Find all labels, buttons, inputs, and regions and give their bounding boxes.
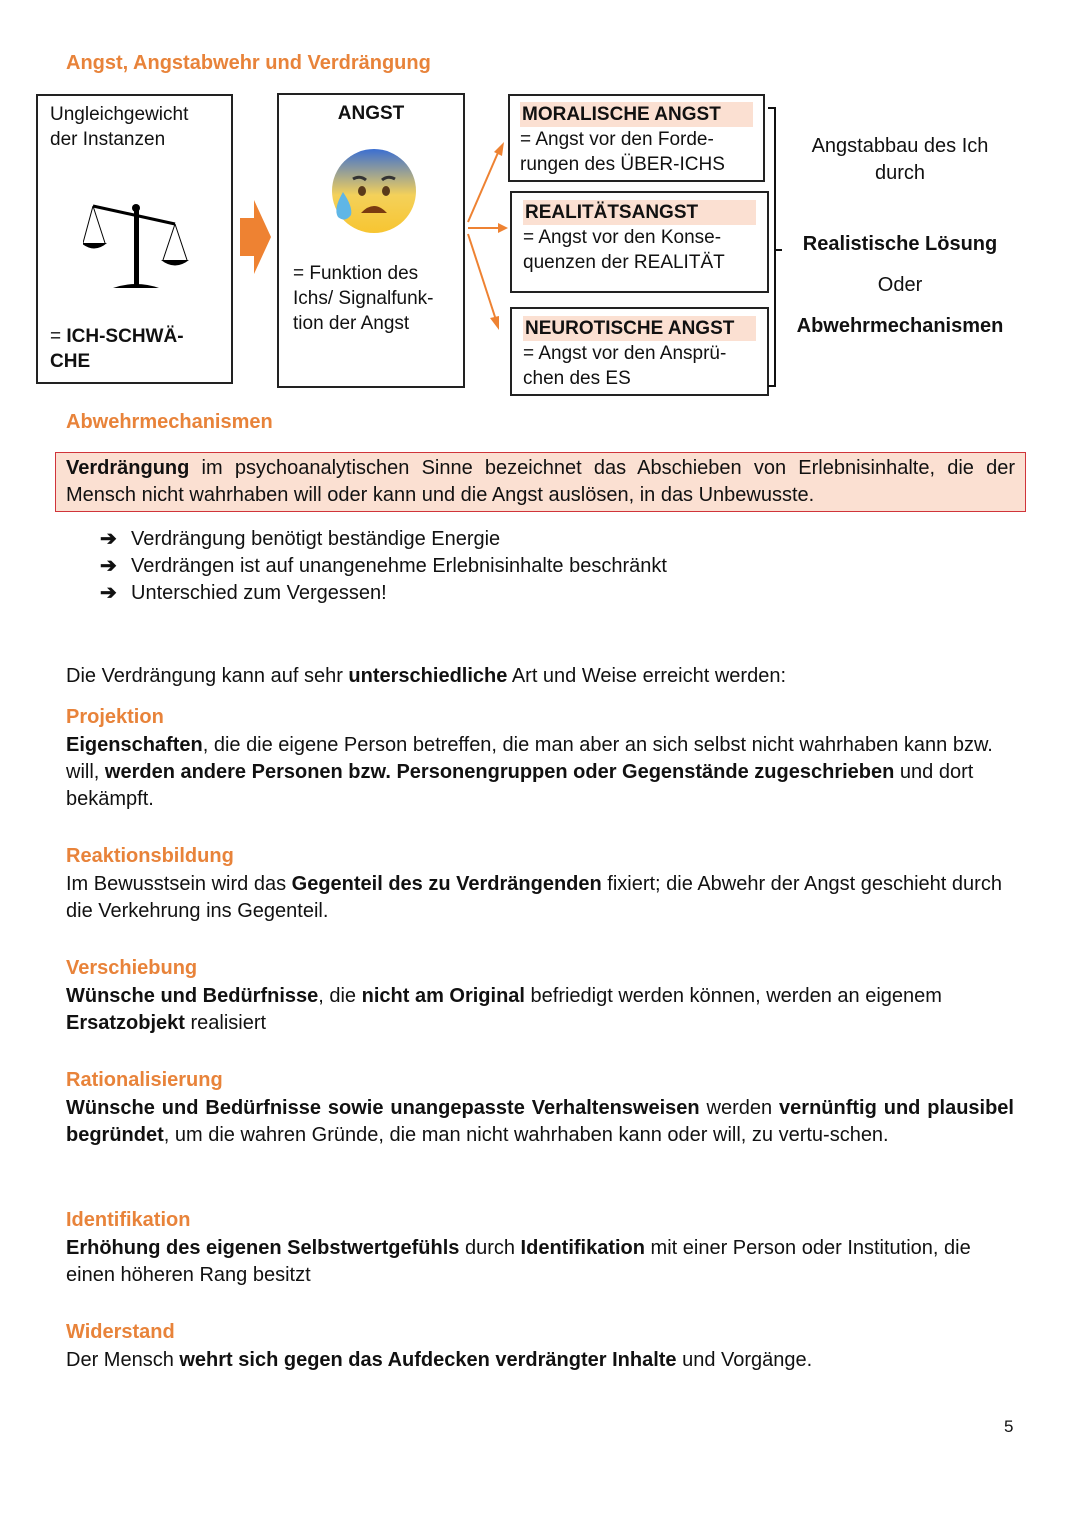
box-moralische-angst: [508, 94, 765, 182]
section-heading: Abwehrmechanismen: [66, 411, 273, 433]
text-bold: Wünsche und Bedürfnisse sowie unangepasste Verhaltensweisen: [66, 1097, 700, 1119]
text: Im Bewusstsein wird das: [66, 873, 292, 895]
heading-rationalisierung: Rationalisierung: [66, 1069, 223, 1091]
bracket: [766, 106, 786, 396]
page-number: 5: [1004, 1417, 1014, 1436]
bullet-item: [100, 580, 387, 607]
bullet-text: Verdrängen ist auf unangenehme Erlebnisinhalte beschränkt: [131, 555, 667, 577]
paragraph-projektion: [66, 732, 1014, 813]
paragraph-reaktionsbildung: [66, 871, 1014, 925]
text: , um die wahren Gründe, die man nicht wahrhaben kann oder will, zu vertu-schen.: [163, 1124, 889, 1146]
box-neurotische-angst: [510, 307, 769, 396]
scales-icon: [83, 198, 193, 305]
result-or: Oder: [877, 274, 923, 296]
definition-box: [55, 452, 1026, 512]
text: realisiert: [184, 1012, 267, 1034]
text: durch: [459, 1237, 521, 1259]
box-imbalance: [36, 94, 233, 384]
text: Die Verdrängung kann auf sehr: [66, 665, 349, 687]
prefix: =: [50, 326, 67, 347]
box-realitaetsangst: [510, 191, 769, 293]
text-bold: unterschiedliche: [348, 665, 508, 687]
heading-reaktionsbildung: Reaktionsbildung: [66, 845, 234, 867]
type-title: NEUROTISCHE ANGST: [523, 316, 756, 341]
text: und dort bekämpft.: [66, 761, 974, 810]
heading-identifikation: Identifikation: [66, 1209, 191, 1231]
text: , die: [318, 985, 362, 1007]
page-title: Angst, Angstabwehr und Verdrängung: [66, 52, 431, 74]
text: werden: [699, 1097, 780, 1119]
result-intro: Angstabbau des Ich durch: [811, 135, 989, 184]
angst-title: ANGST: [337, 103, 405, 124]
text: , die die eigene Person betreffen, die man aber an sich selbst nicht wahrhaben kann bzw. will,: [66, 734, 993, 783]
text: mit einer Person oder Institution, die einen höheren Rang besitzt: [66, 1237, 971, 1286]
paragraph-rationalisierung: [66, 1095, 1014, 1149]
type-text: = Angst vor den Ansprü-chen des ES: [523, 343, 727, 389]
heading-widerstand: Widerstand: [66, 1321, 175, 1343]
text-bold: werden andere Personen bzw. Personengruppen oder Gegenstände zugeschrieben: [104, 761, 895, 783]
definition-term: Verdrängung: [66, 457, 190, 479]
angst-function-text: = Funktion des Ichs/ Signalfunk-tion der Angst: [293, 263, 434, 334]
arrow-bullet-icon: ➔: [100, 528, 117, 550]
text-bold: Ersatzobjekt: [66, 1012, 185, 1034]
bullet-text: Verdrängung benötigt beständige Energie: [131, 528, 501, 550]
definition-text: im psychoanalytischen Sinne bezeichnet das Abschieben von Erlebnisinhalte, die der Mensch nicht wahrhaben will oder kann und die Angst auslösen, in das Unbewusste.: [66, 457, 1015, 506]
text-bold: Identifikation: [520, 1237, 645, 1259]
anxious-face-emoji: [329, 147, 417, 244]
text: Der Mensch: [66, 1349, 180, 1371]
heading-projektion: Projektion: [66, 706, 164, 728]
branch-arrows: [464, 140, 510, 340]
type-text: = Angst vor den Konse-quenzen der REALITÄT: [523, 227, 725, 273]
imbalance-text: Ungleichgewicht der Instanzen: [50, 104, 189, 150]
text-bold: Eigenschaften: [66, 734, 203, 756]
paragraph-widerstand: [66, 1347, 1014, 1374]
text-bold: nicht am Original: [361, 985, 525, 1007]
result-option-defense: Abwehrmechanismen: [796, 315, 1004, 337]
arrow-right-icon: [240, 200, 272, 279]
result-option-realistic: Realistische Lösung: [802, 233, 998, 255]
type-title: MORALISCHE ANGST: [520, 102, 753, 127]
arrow-bullet-icon: ➔: [100, 582, 117, 604]
intro-paragraph: [66, 663, 1014, 690]
type-title: REALITÄTSANGST: [523, 200, 756, 225]
text-bold: wehrt sich gegen das Aufdecken verdrängter Inhalte: [179, 1349, 677, 1371]
type-text: = Angst vor den Forde-rungen des ÜBER-ICHS: [520, 129, 725, 175]
text: Art und Weise erreicht werden:: [507, 665, 787, 687]
text-bold: vernünftig und plausibel begründet: [66, 1097, 1014, 1146]
bullet-item: [100, 553, 667, 580]
box-angst: [277, 93, 465, 388]
text-bold: Wünsche und Bedürfnisse: [66, 985, 319, 1007]
ich-schwaeche-label: ICH-SCHWÄ-CHE: [50, 326, 184, 372]
paragraph-identifikation: [66, 1235, 1014, 1289]
text: befriedigt werden können, werden an eigenem: [524, 985, 942, 1007]
result-block: [785, 133, 1015, 340]
ich-schwaeche-text: [50, 324, 210, 374]
bullet-text: Unterschied zum Vergessen!: [131, 582, 387, 604]
bullet-item: [100, 526, 500, 553]
text: fixiert; die Abwehr der Angst geschieht durch die Verkehrung ins Gegenteil.: [66, 873, 1002, 922]
text-bold: Gegenteil des zu Verdrängenden: [291, 873, 602, 895]
arrow-bullet-icon: ➔: [100, 555, 117, 577]
text-bold: Erhöhung des eigenen Selbstwertgefühls: [66, 1237, 460, 1259]
heading-verschiebung: Verschiebung: [66, 957, 198, 979]
paragraph-verschiebung: [66, 983, 1014, 1037]
text: und Vorgänge.: [676, 1349, 813, 1371]
